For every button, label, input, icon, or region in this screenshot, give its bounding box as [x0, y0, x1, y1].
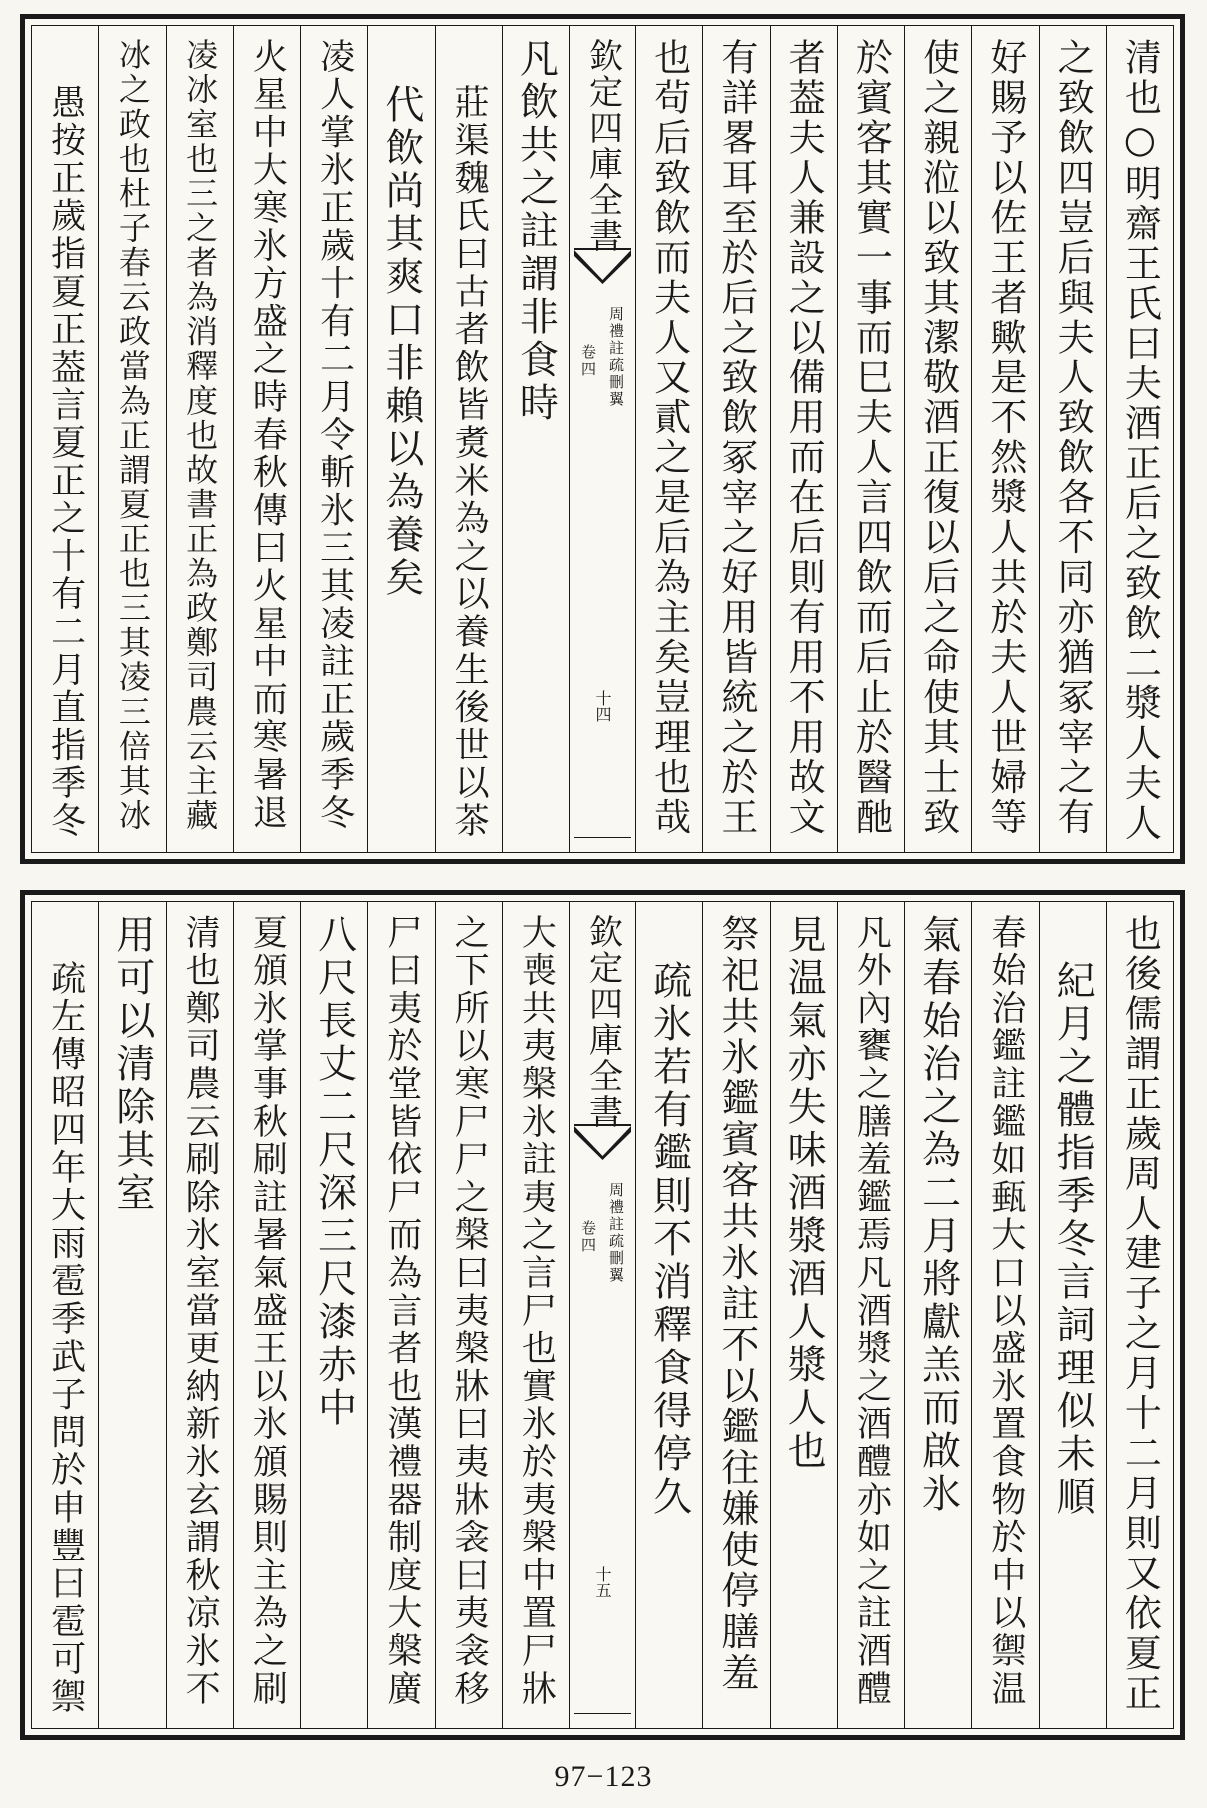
text-column	[98, 26, 165, 852]
text-column	[166, 26, 233, 852]
column-text: 好賜予以佐王者歟是不然漿人共於夫人世婦等	[983, 38, 1027, 838]
gutter-bottom-rule	[574, 1713, 631, 1714]
column-text: 夏頒氷掌事秋刷註暑氣盛王以氷頒賜則主為之刷	[247, 914, 288, 1708]
column-text: 於賓客其實一事而巳夫人言四飲而后止於醫酏	[849, 38, 893, 838]
column-text: 愚按正歲指夏正葢言夏正之十有二月直指季冬	[45, 84, 86, 840]
text-column	[837, 26, 904, 852]
page-bottom	[20, 890, 1185, 1740]
text-column	[300, 902, 367, 1728]
column-text: 凡外內饔之膳羞鑑焉凡酒漿之酒醴亦如之註酒醴	[851, 914, 892, 1708]
fish-tail-ornament-icon	[574, 248, 631, 284]
text-column	[233, 26, 300, 852]
text-column	[770, 26, 837, 852]
gutter-book-title: 周禮註疏刪翼	[607, 1182, 625, 1284]
text-column	[635, 26, 702, 852]
gutter-title: 欽定四庫全書	[582, 914, 623, 1130]
column-text: 也後儒謂正歲周人建子之月十二月則又依夏正	[1118, 914, 1162, 1714]
column-text: 使之親涖以致其潔敬酒正復以后之命使其士致	[916, 38, 960, 838]
column-text: 尸曰夷於堂皆依尸而為言者也漢禮器制度大槃廣	[381, 914, 422, 1708]
column-text: 氣春始治之為二月將獻羔而啟氷	[915, 914, 961, 1516]
column-text: 之下所以寒尸尸之槃曰夷槃牀曰夷牀衾曰夷衾移	[449, 914, 490, 1708]
column-text: 莊渠魏氏曰古者飲皆煑米為之以養生後世以茶	[449, 84, 490, 840]
column-text: 春始治鑑註鑑如甀大口以盛氷置食物於中以禦温	[985, 914, 1026, 1708]
text-column	[98, 902, 165, 1728]
column-text: 者葢夫人兼設之以備用而在后則有用不用故文	[782, 38, 826, 838]
text-column	[702, 902, 769, 1728]
text-column	[1106, 26, 1173, 852]
column-text: 凡飲共之註謂非食時	[513, 38, 559, 425]
text-column	[502, 26, 569, 852]
column-text: 疏左傳昭四年大雨雹季武子問於申豐曰雹可禦	[45, 960, 86, 1716]
text-column	[367, 26, 434, 852]
text-column	[32, 902, 98, 1728]
column-text: 見温氣亦失味酒漿酒人漿人也	[781, 914, 827, 1473]
column-text: 凌冰室也三之者為消釋度也故書正為政鄭司農云主藏	[181, 38, 220, 833]
column-text: 八尺長丈二尺深三尺漆赤中	[311, 914, 357, 1430]
column-text: 之致飲四豈后與夫人致飲各不同亦猶冢宰之有	[1051, 38, 1095, 838]
text-column	[904, 902, 971, 1728]
gutter-leaf-number: 十四	[593, 690, 612, 722]
text-column	[435, 26, 502, 852]
column-text: 凌人掌氷正歲十有二月令斬氷三其凌註正歲季冬	[314, 38, 355, 832]
text-column	[971, 26, 1038, 852]
column-text: 有詳畧耳至於后之致飲冢宰之好用皆統之於王	[714, 38, 758, 838]
text-column	[971, 902, 1038, 1728]
text-column	[702, 26, 769, 852]
center-gutter	[569, 902, 635, 1728]
column-text: 祭祀共氷鑑賓客共氷註不以鑑往嫌使停膳羞	[714, 914, 759, 1694]
text-column	[1039, 902, 1106, 1728]
page-footer-number: 97−123	[554, 1760, 653, 1793]
column-text: 代飲尚其爽口非賴以為養矣	[378, 84, 424, 600]
text-column	[32, 26, 98, 852]
column-text: 用可以清除其室	[109, 914, 155, 1215]
column-text: 也茍后致飲而夫人又貳之是后為主矣豈理也哉	[647, 38, 691, 838]
column-text: 清也○明齋王氏曰夫酒正后之致飲二漿人夫人	[1118, 38, 1162, 844]
text-column	[635, 902, 702, 1728]
text-column	[770, 902, 837, 1728]
text-column	[837, 902, 904, 1728]
text-column	[367, 902, 434, 1728]
text-column	[1106, 902, 1173, 1728]
text-column	[233, 902, 300, 1728]
gutter-volume: 卷四	[579, 344, 597, 378]
text-column	[300, 26, 367, 852]
page-top-columns	[31, 25, 1174, 853]
column-text: 清也鄭司農云刷除氷室當更納新氷玄謂秋凉氷不	[180, 914, 221, 1708]
column-text: 疏氷若有鑑則不消釋食得停久	[646, 960, 692, 1519]
text-column	[435, 902, 502, 1728]
column-text: 紀月之體指季冬言詞理似未順	[1050, 960, 1096, 1519]
text-column	[502, 902, 569, 1728]
gutter-title: 欽定四庫全書	[582, 38, 623, 254]
gutter-leaf-number: 十五	[593, 1566, 612, 1598]
text-column	[1039, 26, 1106, 852]
column-text: 冰之政也杜子春云政當為正謂夏正也三其凌三倍其冰	[113, 38, 152, 833]
gutter-bottom-rule	[574, 837, 631, 838]
page-top	[20, 14, 1185, 864]
column-text: 大喪共夷槃氷註夷之言尸也實氷於夷槃中置尸牀	[516, 914, 557, 1708]
gutter-book-title: 周禮註疏刪翼	[607, 306, 625, 408]
column-text: 火星中大寒氷方盛之時春秋傳曰火星中而寒暑退	[247, 38, 288, 832]
text-column	[904, 26, 971, 852]
fish-tail-ornament-icon	[574, 1124, 631, 1160]
text-column	[166, 902, 233, 1728]
center-gutter	[569, 26, 635, 852]
page-bottom-columns	[31, 901, 1174, 1729]
gutter-volume: 卷四	[579, 1220, 597, 1254]
